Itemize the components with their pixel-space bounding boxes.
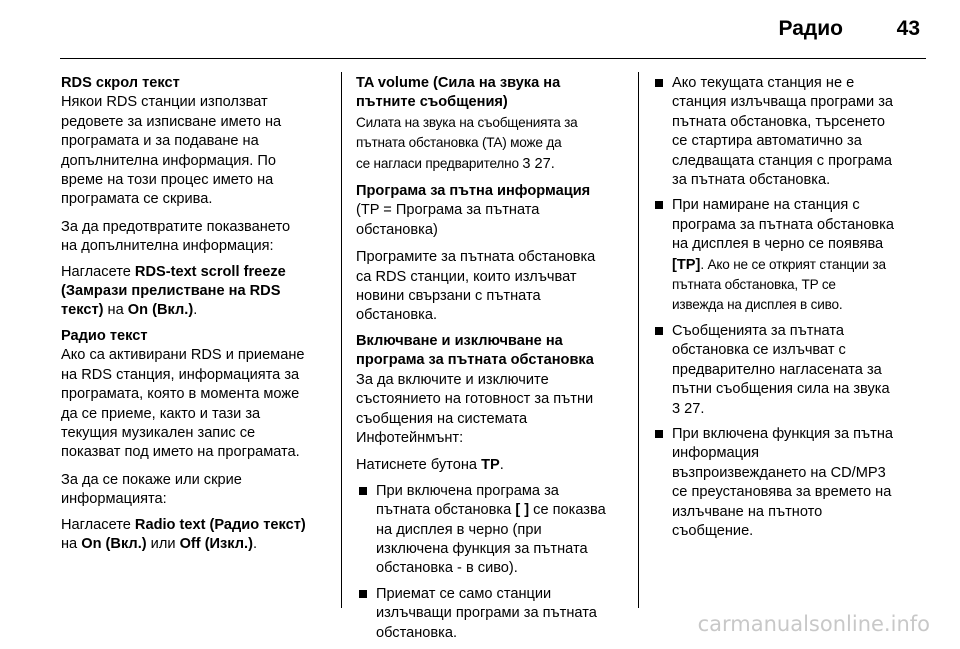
section-heading: TA volume (Сила на звука на пътните съобщения) [356, 75, 561, 111]
section-ta-volume [356, 74, 628, 174]
bullet-list [356, 482, 628, 643]
section-traffic-program [356, 182, 628, 240]
section-traffic-toggle [356, 332, 628, 448]
section-heading: Включване и изключване на програма за пътната обстановка [356, 332, 594, 369]
section-radio-text [61, 327, 327, 463]
item-text: се показва на дисплея в черно (при изключена функция за пътната обстановка - в сиво). [376, 502, 606, 577]
setting-name: Radio text (Радио текст) [134, 516, 306, 533]
bullet-list [652, 74, 931, 541]
setting-value: On (Вкл.) [81, 535, 147, 552]
button-name: TP [481, 457, 500, 474]
item-text: . Ако не се открият станции за пътната обстановка, TP се извежда на дисплея в сиво. [672, 256, 886, 313]
list-item [652, 196, 931, 315]
instruction-text: Нагласете [61, 263, 135, 280]
section-heading: Радио текст [61, 327, 148, 344]
setting-value: Off (Изкл.) [179, 535, 253, 552]
bullet-marker [655, 79, 663, 87]
instruction-text: . [252, 535, 258, 552]
paragraph: За да предотвратите показването на допълнителна информация: [61, 218, 291, 255]
page-title: Радио [778, 17, 843, 40]
setting-name: RDS-text scroll freeze (Замрази прелистване на RDS текст) [61, 263, 286, 319]
column-divider-1 [341, 72, 342, 608]
instruction-text: или [146, 535, 180, 552]
instruction-paragraph [61, 263, 327, 321]
section-heading: RDS скрол текст [61, 75, 180, 91]
column-1 [61, 74, 327, 560]
section-body: (TP = Програма за пътната обстановка) [356, 202, 540, 238]
section-body: За да включите и изключите състоянието на готовност за пътни съобщения на системата Инфотейнмънт: [356, 371, 594, 446]
list-item [652, 322, 931, 419]
setting-value: On (Вкл.) [127, 302, 194, 319]
instruction-text: на [61, 535, 78, 552]
instruction-paragraph [61, 516, 327, 555]
instruction-paragraph [356, 456, 628, 475]
column-divider-2 [638, 72, 639, 608]
section-heading: Програма за пътна информация [356, 183, 591, 200]
page-reference: 3 27. [672, 400, 705, 417]
page-reference: 3 27. [522, 155, 555, 172]
instruction-text: Натиснете бутона [356, 457, 482, 474]
item-text: При включена програма за пътната обстановка [376, 482, 559, 519]
header-rule [60, 58, 926, 59]
page-number: 43 [896, 17, 920, 40]
paragraph: Програмите за пътната обстановка са RDS станции, които излъчват новини свързани с пътната обстановка. [356, 249, 596, 324]
list-item [652, 425, 931, 541]
section-body: Ако са активирани RDS и приемане на RDS станция, информацията за програмата, която в момента може да се приеме, както и тази за текущия музикален запис се показват под името на програмата. [61, 347, 305, 461]
item-text: При включена функция за пътна информация възпроизвеждането на CD/MP3 се преустановява за времето на излъчване на пътното съобщение. [672, 425, 894, 539]
page-header [0, 17, 960, 47]
column-3 [652, 74, 931, 547]
section-body [356, 113, 628, 174]
item-symbol: [TP] [672, 256, 701, 273]
item-symbol: [ ] [515, 502, 530, 519]
bullet-marker [359, 487, 367, 495]
list-item [356, 585, 628, 643]
section-rds-scroll-text [61, 74, 327, 210]
bullet-marker [359, 590, 367, 598]
body-text: Силата на звука на съобщенията за пътната обстановка (TA) може да се нагласи предварително [356, 114, 578, 171]
instruction-text: на [103, 302, 128, 319]
item-text: Приемат се само станции излъчващи програми за пътната обстановка. [376, 585, 597, 641]
item-text: Ако текущата станция не е станция излъчваща програми за пътната обстановка, търсенето се стартира автоматично за следващата станция с програма за пътната обстановка. [672, 75, 894, 189]
list-item [652, 74, 931, 190]
instruction-text: . [193, 302, 198, 319]
item-text: При намиране на станция с програма за пътната обстановка на дисплея в черно се появява [672, 197, 895, 253]
instruction-text: . [499, 457, 504, 474]
section-body: Някои RDS станции използват редовете за изписване името на програмата и за подаване на допълнителна информация. По време на този процес името на програмата се скрива. [61, 94, 282, 208]
watermark: carmanualsonline.info [697, 612, 930, 636]
instruction-text: Нагласете [61, 516, 135, 533]
item-text: Съобщенията за пътната обстановка се излъчват с предварително нагласената за пътни съобщения сила на звука [672, 322, 890, 398]
bullet-marker [655, 327, 663, 335]
bullet-marker [655, 201, 663, 209]
column-2 [356, 74, 628, 649]
paragraph: За да се покаже или скрие информацията: [61, 471, 242, 508]
list-item [356, 482, 628, 579]
bullet-marker [655, 430, 663, 438]
